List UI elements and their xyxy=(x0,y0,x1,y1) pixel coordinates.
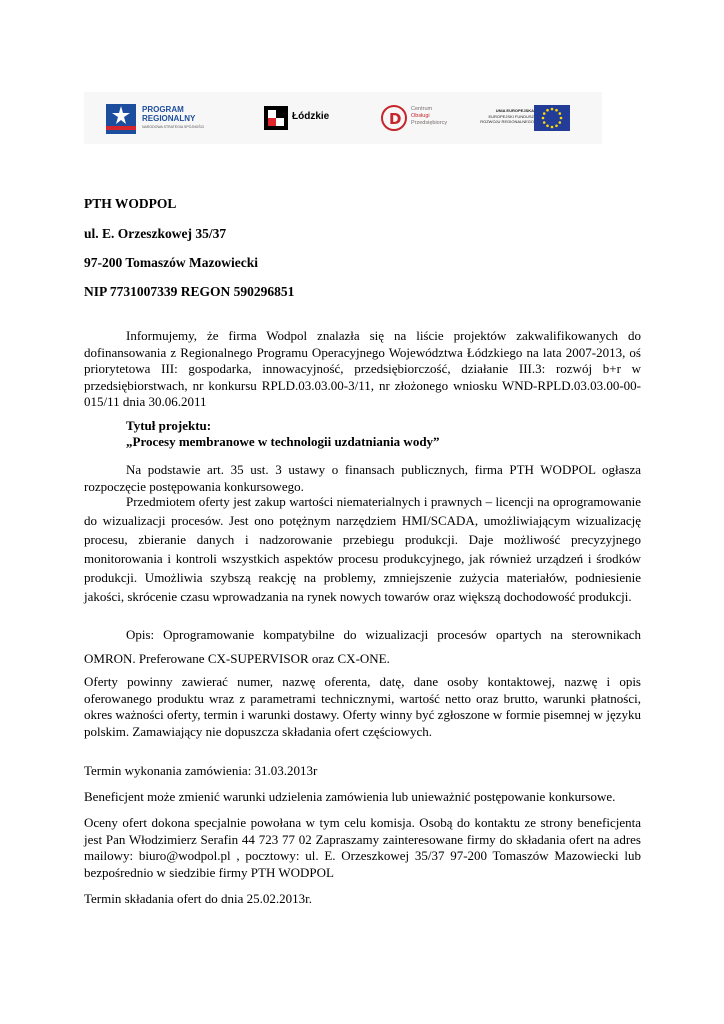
beneficiary-rights: Beneficjent może zmienić warunki udzielenia zamówienia lub unieważnić postępowanie konkursowe. xyxy=(84,789,616,804)
evaluation-paragraph: Oceny ofert dokona specjalnie powołana w tym celu komisja. Osobą do kontaktu ze strony beneficjenta jest Pan Włodzimierz Serafin 44 723 77 02 Zapraszamy zainteresowane firmy do składania ofert na adres mailowy: biuro@wodpol.pl , pocztowy: ul. E. Orzeszkowej 35/37 97-200 Tomaszów Mazowiecki lub bezpośrednio w siedzibie firmy PTH WODPOL xyxy=(84,815,641,880)
project-title-label: Tytuł projektu: xyxy=(126,418,212,433)
cop-line1: Centrum xyxy=(411,106,433,112)
program-regionalny-logo xyxy=(106,100,206,136)
description-paragraph: Opis: Oprogramowanie kompatybilne do wizualizacji procesów opartych na sterownikach OMRON. Preferowane CX-SUPERVISOR oraz CX-ONE. xyxy=(84,627,641,666)
company-city: 97-200 Tomaszów Mazowiecki xyxy=(84,255,258,270)
cop-line2: Obsługi xyxy=(411,113,430,119)
eu-flag-icon xyxy=(534,105,570,131)
program-regionalny-title2: REGIONALNY xyxy=(142,114,196,123)
company-street: ul. E. Orzeszkowej 35/37 xyxy=(84,226,227,241)
submission-deadline: Termin składania ofert do dnia 25.02.2013r. xyxy=(84,891,312,906)
execution-deadline: Termin wykonania zamówienia: 31.03.2013r xyxy=(84,763,318,778)
cop-line3: Przedsiębiorcy xyxy=(411,120,448,126)
cop-logo xyxy=(380,100,460,136)
lodzkie-emblem-icon xyxy=(264,106,288,130)
project-title-value: „Procesy membranowe w technologii uzdatniania wody” xyxy=(126,434,440,449)
lodzkie-logo xyxy=(264,104,344,132)
subject-paragraph: Przedmiotem oferty jest zakup wartości niematerialnych i prawnych – licencji na oprogramowanie do wizualizacji procesów. Jest ono potężnym narzędziem HMI/SCADA, umożliwiającym wizualizację procesu, zbieranie danych i nadzorowanie przebiegu produkcji. Daje możliwość precyzyjnego monitorowania i kontroli wszystkich aspektów procesu produkcyjnego, jak również urządzeń i środków produkcji. Umożliwia szybszą reakcję na problemy, zmniejszenie zużycia materiałów, podniesienie jakości, skrócenie czasu wprowadzania na rynek nowych towarów oraz większą dochodowość produkcji. xyxy=(84,494,641,604)
basis-paragraph: Na podstawie art. 35 ust. 3 ustawy o finansach publicznych, firma PTH WODPOL ogłasza rozpoczęcie postępowania konkursowego. xyxy=(84,462,641,494)
eu-line3: ROZWOJU REGIONALNEGO xyxy=(480,119,534,124)
company-name: PTH WODPOL xyxy=(84,196,177,211)
program-regionalny-emblem-icon xyxy=(106,100,140,136)
cop-emblem-icon xyxy=(380,102,408,134)
program-regionalny-title: PROGRAM xyxy=(142,105,184,114)
logo-band xyxy=(84,92,602,144)
eu-line1: UNIA EUROPEJSKA xyxy=(495,108,534,113)
svg-text:D: D xyxy=(389,110,402,128)
eu-line2: EUROPEJSKI FUNDUSZ xyxy=(488,113,534,119)
offers-paragraph: Oferty powinny zawierać numer, nazwę oferenta, datę, dane osoby kontaktowej, nazwę i opis oferowanego produktu wraz z parametrami technicznymi, wartość netto oraz brutto, warunki płatności, okres ważności oferty, termin i warunki dostawy. Oferty winny być zgłoszone w formie pisemnej w języku polskim. Zamawiający nie dopuszcza składania ofert częściowych. xyxy=(84,674,641,739)
company-ids: NIP 7731007339 REGON 590296851 xyxy=(84,284,295,299)
intro-paragraph: Informujemy, że firma Wodpol znalazła się na liście projektów zakwalifikowanych do dofinansowania z Regionalnego Programu Operacyjnego Województwa Łódzkiego na lata 2007-2013, oś priorytetowa III: gospodarka, innowacyjność, przedsiębiorczość, działanie III.3: rozwój b+r w przedsiębiorstwach, nr konkursu RPLD.03.03.00-3/11, nr złożonego wniosku WND-RPLD.03.03.00-00-015/11 dnia 30.06.2011 xyxy=(84,328,641,409)
program-regionalny-subtitle: NARODOWA STRATEGIA SPÓJNOŚCI xyxy=(142,125,205,129)
lodzkie-label: Łódzkie xyxy=(292,111,330,122)
